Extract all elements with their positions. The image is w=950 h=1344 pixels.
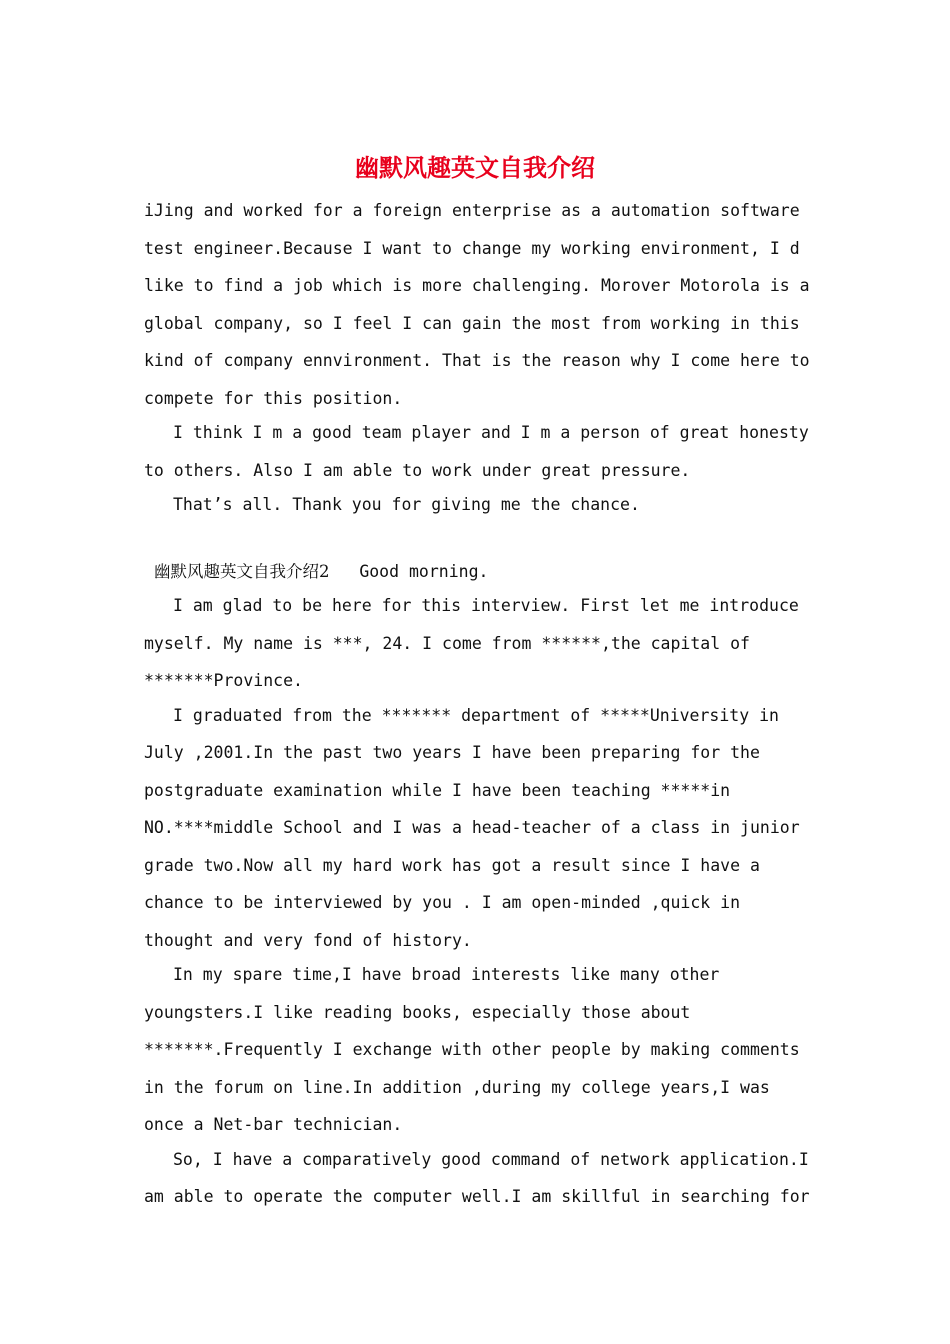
document-body (144, 192, 814, 1213)
paragraph-1: iJing and worked for a foreign enterprise as a automation software test engineer.Because I want to change my working environment, I d like to find a job which is more challenging. Morover Motorola is a global company, so I feel I can gain the most from working in this kind of company ennvironment. That is the reason why I come here to compete for this position. (144, 201, 810, 408)
section-2-paragraph-4: So, I have a comparatively good command of network application.I am able to operate the computer well.I am skillful in searching for (144, 1149, 810, 1206)
document-title: 幽默风趣英文自我介绍 (355, 153, 595, 182)
section-2-heading-line (144, 553, 814, 591)
section-2-heading: 幽默风趣英文自我介绍2 (154, 561, 330, 581)
section-2-paragraph-3: In my spare time,I have broad interests like many other youngsters.I like reading books, especially those about *******.Frequently I exchange with other people by making comments in the forum on line.In addition ,during my college years,I was once a Net-bar technician. (144, 965, 800, 1134)
paragraph-2: I think I m a good team player and I m a person of great honesty to others. Also I am able to work under great pressure. (144, 423, 809, 480)
paragraph-3: That’s all. Thank you for giving me the chance. (173, 495, 640, 514)
section-2-paragraph-2: I graduated from the ******* department of *****University in July ,2001.In the past two years I have been preparing for the postgraduate examination while I have been teaching *****in NO.****middle School and I was a head-teacher of a class in junior grade two.Now all my hard work has got a result since I have a chance to be interviewed by you . I am open-minded ,quick in thought and very fond of history. (144, 705, 800, 950)
section-2-paragraph-1: I am glad to be here for this interview. First let me introduce myself. My name is ***, 24. I come from ******,the capital of *******Province. (144, 596, 799, 690)
section-2-greeting: Good morning. (359, 561, 489, 581)
